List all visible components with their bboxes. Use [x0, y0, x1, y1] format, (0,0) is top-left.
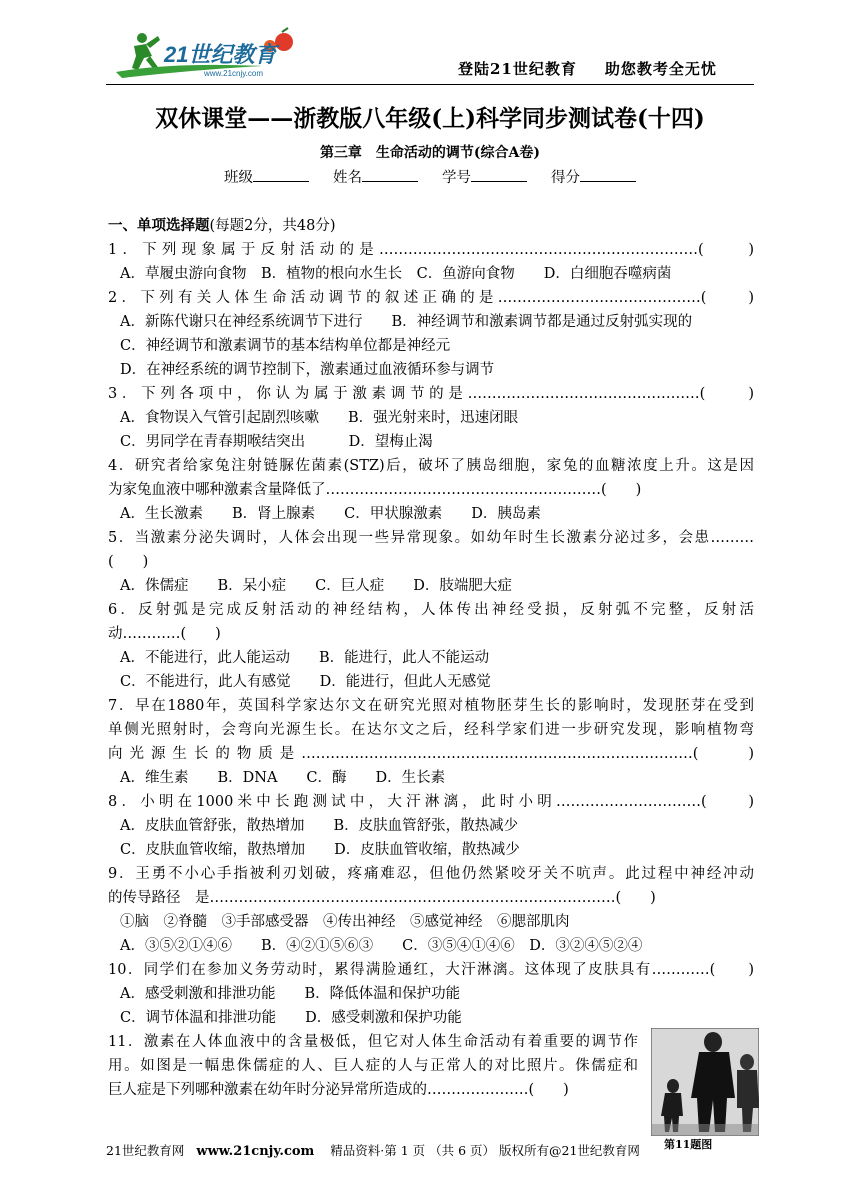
question-line: 用。如图是一幅患侏儒症的人、巨人症的人与正常人的对比照片。侏儒症和	[108, 1058, 638, 1074]
logo-graphic	[112, 26, 312, 82]
option-line: ①脑 ②脊髓 ③手部感受器 ④传出神经 ⑤感觉神经 ⑥腮部肌肉	[120, 914, 570, 930]
name-blank	[362, 167, 418, 182]
option-line: A．不能进行，此人能运动 B．能进行，此人不能运动	[120, 650, 490, 666]
question-line: 2．下列有关人体生命活动调节的叙述正确的是……………………………………( )	[108, 290, 754, 306]
question-line: 9．王勇不小心手指被利刃划破，疼痛难忍，但他仍然紧咬牙关不吭声。此过程中神经冲动	[108, 866, 754, 882]
question-line: 11．激素在人体血液中的含量极低，但它对人体生命活动有着重要的调节作	[108, 1034, 638, 1050]
header-divider	[106, 84, 754, 85]
page-subtitle: 第三章 生命活动的调节(综合A卷)	[319, 145, 541, 161]
score-label: 得分	[551, 170, 580, 186]
id-label: 学号	[442, 170, 471, 186]
header-slogan	[458, 58, 717, 79]
section-title: 一、单项选择题	[108, 217, 210, 234]
question-line: 6．反射弧是完成反射活动的神经结构，人体传出神经受损，反射弧不完整，反射活	[108, 602, 754, 618]
question-line: 向光源生长的物质是………………………………………………………………………( )	[108, 746, 754, 762]
question-line: 动…………( )	[108, 626, 221, 642]
footer-site-name: 21世纪教育网	[106, 1143, 185, 1158]
option-line: C．调节体温和排泄功能 D．感受刺激和保护功能	[120, 1010, 462, 1026]
option-line: A．③⑤②①④⑥ B．④②①⑤⑥③ C．③⑤④①④⑥ D．③②④⑤②④	[120, 938, 643, 954]
site-logo	[112, 26, 312, 82]
score-blank	[580, 167, 636, 182]
figure-photo	[651, 1028, 759, 1136]
option-line: C．不能进行，此人有感觉 D．能进行，但此人无感觉	[120, 674, 491, 690]
page-title: 双休课堂——浙教版八年级(上)科学同步测试卷(十四)	[155, 105, 705, 132]
logo-text: 21世纪教育	[164, 42, 277, 67]
class-blank	[253, 167, 309, 182]
question-line: 3．下列各项中，你认为属于激素调节的是…………………………………………( )	[108, 386, 754, 402]
question-line: 5．当激素分泌失调时，人体会出现一些异常现象。如幼年时生长激素分泌过多，会患………	[108, 530, 754, 546]
footer-page-info: 精品资料·第 1 页 （共 6 页） 版权所有@21世纪教育网	[330, 1143, 640, 1158]
option-line: C．神经调节和激素调节的基本结构单位都是神经元	[120, 338, 451, 354]
id-blank	[471, 167, 527, 182]
question-line: 1．下列现象属于反射活动的是…………………………………………………………( )	[108, 242, 754, 258]
question-line: 为家兔血液中哪种激素含量降低了…………………………………………………( )	[108, 482, 642, 498]
photo-graphic	[651, 1028, 759, 1136]
section-heading	[108, 217, 336, 235]
page-footer	[106, 1141, 640, 1159]
name-label: 姓名	[333, 170, 362, 186]
option-line: A．草履虫游向食物 B．植物的根向水生长 C．鱼游向食物 D．白细胞吞噬病菌	[120, 266, 672, 282]
option-line: D．在神经系统的调节控制下，激素通过血液循环参与调节	[120, 362, 495, 378]
question-line: 8．小明在1000米中长跑测试中，大汗淋漓，此时小明…………………………( )	[108, 794, 754, 810]
class-label: 班级	[224, 170, 253, 186]
question-line: ( )	[108, 554, 149, 570]
logo-url: www.21cnjy.com	[204, 69, 263, 78]
question-line: 7．早在1880年，英国科学家达尔文在研究光照对植物胚芽生长的影响时，发现胚芽在受到	[108, 698, 754, 714]
option-line: A．新陈代谢只在神经系统调节下进行 B．神经调节和激素调节都是通过反射弧实现的	[120, 314, 693, 330]
option-line: A．维生素 B．DNA C．酶 D．生长素	[120, 770, 446, 786]
option-line: C．男同学在青春期喉结突出 D．望梅止渴	[120, 434, 433, 450]
question-line: 单侧光照射时，会弯向光源生长。在达尔文之后，经科学家们进一步研究发现，影响植物弯	[108, 722, 754, 738]
question-line: 巨人症是下列哪种激素在幼年时分泌异常所造成的…………………( )	[108, 1082, 569, 1098]
option-line: A．皮肤血管舒张，散热增加 B．皮肤血管舒张，散热减少	[120, 818, 519, 834]
student-info-row	[0, 166, 860, 187]
footer-site-url[interactable]: www.21cnjy.com	[196, 1144, 315, 1159]
figure-caption: 第11题图	[664, 1138, 713, 1151]
option-line: A．食物误入气管引起剧烈咳嗽 B．强光射来时，迅速闭眼	[120, 410, 519, 426]
option-line: C．皮肤血管收缩，散热增加 D．皮肤血管收缩，散热减少	[120, 842, 520, 858]
question-line: 10．同学们在参加义务劳动时，累得满脸通红，大汗淋漓。这体现了皮肤具有…………( )	[108, 962, 754, 978]
question-line: 4．研究者给家兔注射链脲佐菌素(STZ)后，破坏了胰岛细胞，家兔的血糖浓度上升。这是因	[108, 458, 754, 474]
option-line: A．感受刺激和排泄功能 B．降低体温和保护功能	[120, 986, 461, 1002]
slogan-left: 登陆21世纪教育	[458, 60, 577, 78]
question-line: 的传导路径 是…………………………………………………………………………( )	[108, 890, 656, 906]
slogan-right: 助您教考全无忧	[604, 60, 717, 78]
option-line: A．侏儒症 B．呆小症 C．巨人症 D．肢端肥大症	[120, 578, 512, 594]
option-line: A．生长激素 B．肾上腺素 C．甲状腺激素 D．胰岛素	[120, 506, 541, 522]
section-note: (每题2分，共48分)	[209, 218, 336, 234]
